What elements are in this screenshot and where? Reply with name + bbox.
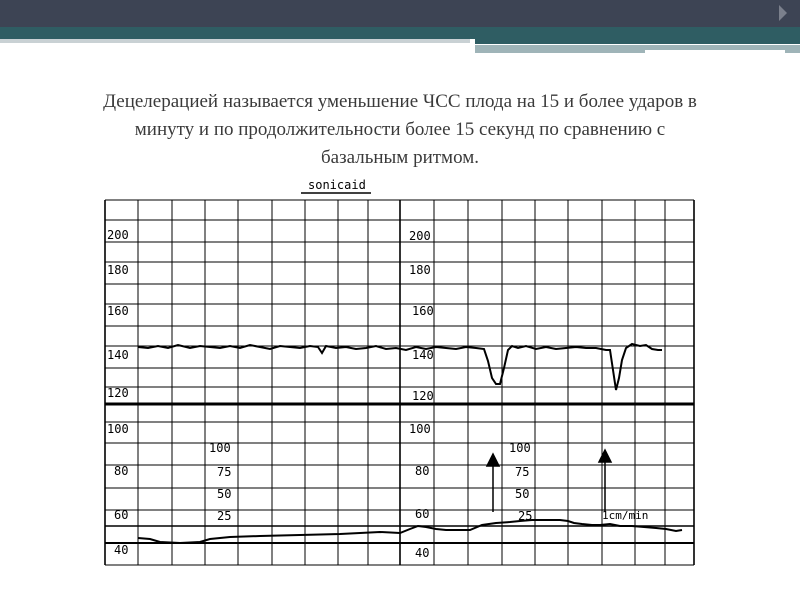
- toco-percent-label: 50: [217, 487, 232, 501]
- fhr-tick-label: 120: [107, 386, 129, 400]
- slide-header-bar: [0, 0, 800, 27]
- fhr-tick-label: 160: [107, 304, 129, 318]
- toco-percent-label: 25: [518, 509, 533, 523]
- text-line: Децелерацией называется уменьшение ЧСС плода на 15 и более ударов в: [103, 91, 697, 112]
- toco-percent-label: 75: [217, 465, 232, 479]
- text-line: базальным ритмом.: [321, 147, 479, 168]
- toco-tick-label: 100: [409, 422, 431, 436]
- toco-tick-label: 40: [415, 546, 430, 560]
- fhr-tick-label: 140: [107, 348, 129, 362]
- toco-percent-scale-right: [509, 441, 532, 523]
- toco-percent-scale-left: [209, 441, 231, 523]
- toco-trace-line: [138, 520, 682, 543]
- next-slide-icon[interactable]: [774, 1, 792, 25]
- toco-tick-label: 40: [114, 543, 129, 557]
- toco-scale-left: [107, 422, 129, 557]
- toco-tick-label: 60: [114, 508, 129, 522]
- text-line: минуту и по продолжительности более 15 секунд по сравнению с: [134, 119, 666, 140]
- toco-percent-label: 75: [515, 465, 530, 479]
- fhr-tick-label: 120: [412, 389, 434, 403]
- header-teal-stripe: [475, 39, 800, 44]
- fhr-tick-label: 140: [412, 348, 434, 362]
- header-light-stripe: [0, 39, 470, 43]
- fhr-tick-label: 160: [412, 304, 434, 318]
- slide-body-text: [40, 88, 760, 172]
- event-markers: [487, 450, 611, 512]
- toco-percent-label: 100: [209, 441, 231, 455]
- event-marker-arrow-icon: [599, 450, 611, 462]
- fhr-scale-middle: [409, 229, 434, 403]
- toco-percent-label: 25: [217, 509, 232, 523]
- toco-tick-label: 80: [415, 464, 430, 478]
- toco-tick-label: 80: [114, 464, 129, 478]
- ctg-brand-label: sonicaid: [308, 178, 366, 192]
- header-accent-band: [0, 27, 800, 39]
- fhr-tick-label: 180: [409, 263, 431, 277]
- header-white-stripe: [645, 50, 785, 53]
- ctg-strip-figure: [100, 178, 700, 570]
- fhr-tick-label: 180: [107, 263, 129, 277]
- paper-speed-label: 1cm/min: [602, 509, 649, 522]
- event-marker-arrow-icon: [487, 454, 499, 466]
- toco-tick-label: 100: [107, 422, 129, 436]
- fhr-scale-left: [107, 228, 129, 400]
- toco-tick-label: 60: [415, 507, 430, 521]
- fhr-tick-label: 200: [409, 229, 431, 243]
- fhr-tick-label: 200: [107, 228, 129, 242]
- toco-percent-label: 100: [509, 441, 531, 455]
- toco-percent-label: 50: [515, 487, 530, 501]
